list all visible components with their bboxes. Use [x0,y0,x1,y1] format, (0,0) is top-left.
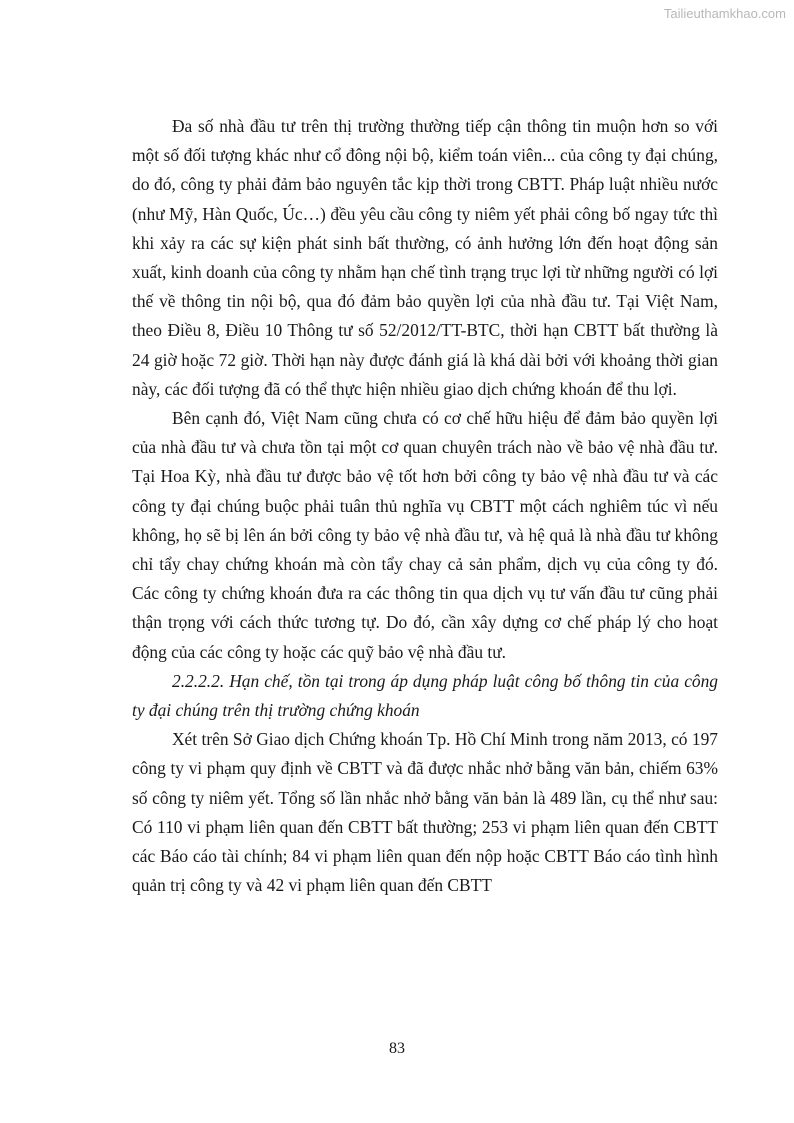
page-number: 83 [389,1040,405,1057]
paragraph-violations-2013: Xét trên Sở Giao dịch Chứng khoán Tp. Hồ Chí Minh trong năm 2013, có 197 công ty vi phạm quy định về CBTT và đã được nhắc nhở bằng văn bản, chiếm 63% số công ty niêm yết. Tổng số lần nhắc nhở bằng văn bản là 489 lần, cụ thể như sau: Có 110 vi phạm liên quan đến CBTT bất thường; 253 vi phạm liên quan đến CBTT các Báo cáo tài chính; 84 vi phạm liên quan đến nộp hoặc CBTT Báo cáo tình hình quản trị công ty và 42 vi phạm liên quan đến CBTT [132,729,718,896]
watermark: Tailieuthamkhao.com [663,6,786,21]
document-body [132,112,718,900]
paragraph-investor-protection: Bên cạnh đó, Việt Nam cũng chưa có cơ chế hữu hiệu để đảm bảo quyền lợi của nhà đầu tư và chưa tồn tại một cơ quan chuyên trách nào về bảo vệ nhà đầu tư. Tại Hoa Kỳ, nhà đầu tư được bảo vệ tốt hơn bởi công ty bảo vệ nhà đầu tư và các công ty đại chúng buộc phải tuân thủ nghĩa vụ CBTT một cách nghiêm túc vì nếu không, họ sẽ bị lên án bởi công ty bảo vệ nhà đầu tư, và hệ quả là nhà đầu tư không chỉ tẩy chay chứng khoán mà còn tẩy chay cả sản phẩm, dịch vụ của công ty đó. Các công ty chứng khoán đưa ra các thông tin qua dịch vụ tư vấn đầu tư cũng phải thận trọng với cách thức tương tự. Do đó, cần xây dựng cơ chế pháp lý cho hoạt động của các công ty hoặc các quỹ bảo vệ nhà đầu tư. [132,408,718,662]
section-heading: 2.2.2.2. Hạn chế, tồn tại trong áp dụng pháp luật công bố thông tin của công ty đại chúng trên thị trường chứng khoán [132,670,718,721]
paragraph-timeliness: Đa số nhà đầu tư trên thị trường thường tiếp cận thông tin muộn hơn so với một số đối tượng khác như cổ đông nội bộ, kiểm toán viên... của công ty đại chúng, do đó, công ty phải đảm bảo nguyên tắc kịp thời trong CBTT. Pháp luật nhiều nước (như Mỹ, Hàn Quốc, Úc…) đều yêu cầu công ty niêm yết phải công bố ngay tức thì khi xảy ra các sự kiện phát sinh bất thường, có ảnh hưởng lớn đến hoạt động sản xuất, kinh doanh của công ty nhằm hạn chế tình trạng trục lợi từ những người có lợi thế về thông tin nội bộ, qua đó đảm bảo quyền lợi của nhà đầu tư. Tại Việt Nam, theo Điều 8, Điều 10 Thông tư số 52/2012/TT-BTC, thời hạn CBTT bất thường là 24 giờ hoặc 72 giờ. Thời hạn này được đánh giá là khá dài bởi với khoảng thời gian này, các đối tượng đã có thể thực hiện nhiều giao dịch chứng khoán để thu lợi. [132,116,718,399]
